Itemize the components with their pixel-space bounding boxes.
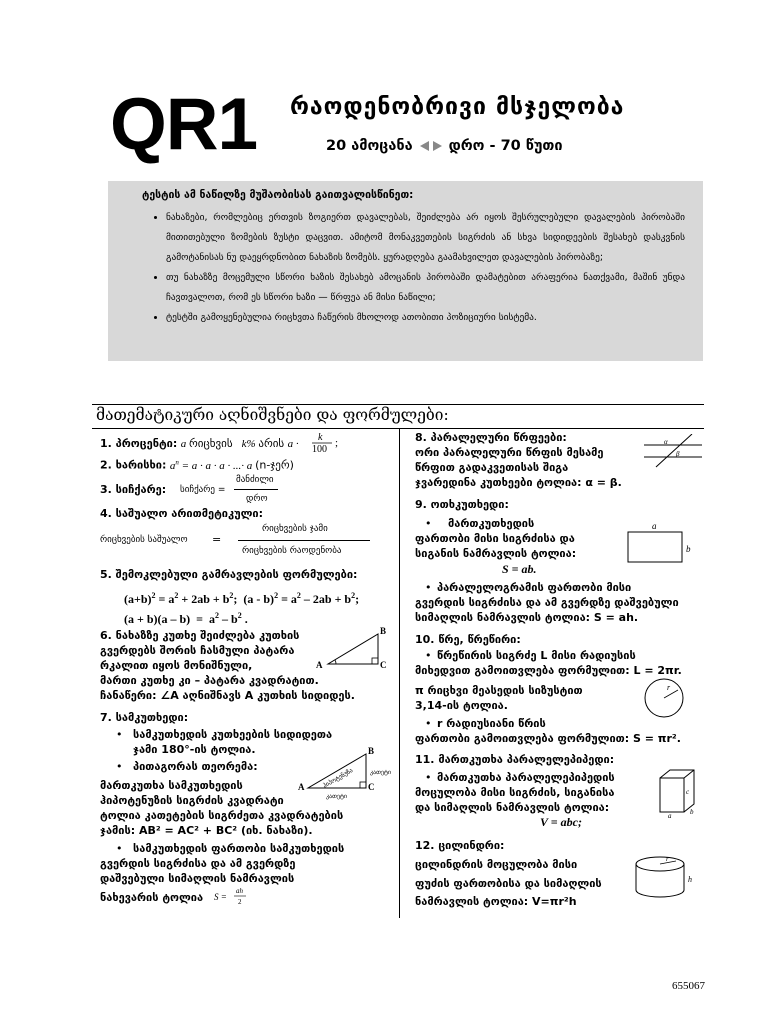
section-subtitle bbox=[326, 138, 563, 154]
triangle-area-text: ნახევარის ტოლია bbox=[100, 891, 204, 904]
triangle-text: ჯამი 180°-ის ტოლია. bbox=[133, 743, 256, 756]
svg-text:B: B bbox=[380, 626, 387, 636]
parallel-text: ჯვარედინა კუთხეები ტოლია: α = β. bbox=[415, 476, 622, 489]
parallel-label: 8. პარალელური წრფეები: bbox=[415, 431, 567, 444]
pythagoras-triangle-diagram bbox=[298, 744, 396, 806]
svg-text:b: b bbox=[690, 808, 694, 816]
formula-power: 2. ხარისხი: $a^n = a \cdot a \cdot a$ · ...· a (n-ჯერ) bbox=[100, 458, 294, 472]
divider bbox=[92, 428, 704, 429]
page-number: 655067 bbox=[672, 980, 705, 992]
svg-text:β: β bbox=[676, 450, 680, 458]
angle-text: მართი კუთხე კი – პატარა კვადრატით. bbox=[100, 674, 319, 687]
svg-text:A: A bbox=[316, 660, 323, 670]
svg-text:B: B bbox=[368, 746, 375, 756]
svg-text:C: C bbox=[368, 782, 375, 792]
mean-denominator: რიცხვების რაოდენობა bbox=[242, 546, 342, 556]
percent-fraction bbox=[310, 430, 366, 454]
triangle-text: სამკუთხედის კუთხეების სიდიდეთა bbox=[133, 728, 333, 741]
formula-speed bbox=[100, 482, 166, 497]
fraction-bar bbox=[238, 540, 370, 541]
svg-text:2: 2 bbox=[238, 898, 242, 906]
svg-text:h: h bbox=[688, 875, 692, 884]
triangle-area-text: დაშვებული სიმაღლის ნამრავლის bbox=[100, 872, 295, 885]
cylinder-text: ნამრავლის ტოლია: V=πr²h bbox=[415, 895, 577, 908]
time-limit: დრო - 70 წუთი bbox=[448, 138, 563, 154]
parallel-text: ორი პარალელური წრფის მესამე bbox=[415, 446, 604, 459]
svg-text:r: r bbox=[667, 683, 671, 692]
circle-area-text: r რადიუსიანი წრის bbox=[437, 717, 546, 730]
leg-label: კათეტი bbox=[326, 794, 347, 800]
svg-text:ah: ah bbox=[236, 887, 243, 895]
section-title: რაოდენობრივი მსჯელობა bbox=[290, 94, 625, 120]
pi-text: 3,14-ის ტოლია. bbox=[415, 699, 508, 712]
angle-label: 6. ნახაზზე კუთხე შეიძლება კუთხის bbox=[100, 629, 300, 642]
quadrilateral-label: 9. ოთხკუთხედი: bbox=[415, 498, 509, 511]
angle-text: რკალით იყოს მონიშნული, bbox=[100, 659, 253, 672]
speed-numerator: მანძილი bbox=[236, 475, 274, 485]
circle-label: 10. წრე, წრეწირი: bbox=[415, 633, 521, 646]
formula-text: რიცხვის bbox=[189, 437, 233, 450]
svg-text:a: a bbox=[668, 812, 672, 818]
cylinder-label: 12. ცილინდრი: bbox=[415, 839, 505, 852]
cylinder-diagram bbox=[634, 852, 700, 902]
instructions-box bbox=[108, 181, 703, 361]
rectangle-text: სიგანის ნამრავლის ტოლია: bbox=[415, 547, 577, 560]
fraction-bar bbox=[234, 489, 278, 490]
circle-text: წრეწირის სიგრძე L მისი რადიუსის bbox=[437, 649, 636, 662]
formula-mult-label: 5. შემოკლებული გამრავლების ფორმულები: bbox=[100, 568, 358, 581]
formula-mean-label: 4. საშუალო არითმეტიკული: bbox=[100, 507, 264, 520]
formula-square-sum: $(a+b)^2 = a^2 + 2ab + b^2$; $(a - b)^2 = a^2 - 2ab + b^2$; bbox=[124, 591, 360, 606]
instruction-item: • ნახაზები, რომლებიც ერთვის ზოგიერთ დავალებას, შეიძლება არ იყოს შესრულებული დავალების პირობაში მითითებული ზომების ზუსტი დაცვით. ამიტომ მონაკვეთების სიგრძის ან სხვა სიდიდეების შესახებ დასკვნის გამოტანისას ნუ დაეყრდნობით ნახაზის ზომებს. ყურადღება გაამახვილეთ დავალების პირობაზე; bbox=[166, 208, 685, 268]
angle-text: ჩანაწერი: ∠A აღნიშნავს A კუთხის სიდიდეს. bbox=[100, 689, 355, 702]
svg-text:r: r bbox=[666, 855, 669, 863]
instructions-list bbox=[142, 208, 685, 328]
triangle-area-text: სამკუთხედის ფართობი სამკუთხედის bbox=[133, 842, 345, 855]
parallelogram-text: სიმაღლის ნამრავლის ტოლია: S = ah. bbox=[415, 611, 639, 624]
svg-text:S =: S = bbox=[214, 892, 227, 902]
test-logo: QR1 bbox=[110, 84, 258, 165]
bullet-icon: • bbox=[425, 771, 432, 784]
svg-text:C: C bbox=[380, 660, 387, 670]
pythagoras-text: მართკუთხა სამკუთხედის bbox=[100, 779, 243, 792]
parallelogram-text: პარალელოგრამის ფართობი მისი bbox=[437, 581, 632, 594]
formula-percent: 1. პროცენტი: a რიცხვის k% არის a · bbox=[100, 437, 299, 450]
pythagoras-text: ტოლია კათეტების სიგრძეთა კვადრატების bbox=[100, 809, 344, 822]
box-diagram bbox=[656, 766, 702, 818]
bullet-icon: • bbox=[425, 517, 432, 530]
formulas-heading: მათემატიკური აღნიშვნები და ფორმულები: bbox=[96, 406, 449, 424]
task-count: 20 ამოცანა bbox=[326, 138, 413, 154]
hypotenuse-label: ჰიპოტენუზა bbox=[322, 767, 355, 790]
circle-area-text: ფართობი გამოითვლება ფორმულით: S = πr². bbox=[415, 732, 681, 745]
double-arrow-icon bbox=[420, 141, 442, 151]
parallel-lines-diagram bbox=[642, 434, 704, 468]
formula-text: (n-ჯერ) bbox=[255, 458, 294, 472]
parallel-text: წრფით გადაკვეთისას შიგა bbox=[415, 461, 569, 474]
bullet-icon: • bbox=[116, 760, 123, 773]
triangle-label: 7. სამკუთხედი: bbox=[100, 711, 189, 724]
formula-label: 2. ხარისხი: bbox=[100, 458, 167, 472]
rectangle-diagram bbox=[624, 518, 698, 568]
triangle-area-text: გვერდის სიგრძისა და ამ გვერდზე bbox=[100, 857, 296, 870]
speed-lhs: სიჩქარე = bbox=[180, 485, 226, 495]
rectangle-formula: S = ab. bbox=[502, 562, 537, 576]
svg-text:A: A bbox=[298, 782, 305, 792]
speed-denominator: დრო bbox=[246, 494, 268, 504]
angle-text: გვერდებს შორის ჩასმული პატარა bbox=[100, 644, 295, 657]
cylinder-text: ფუძის ფართობისა და სიმაღლის bbox=[415, 877, 602, 890]
bullet-icon: • bbox=[425, 581, 432, 594]
svg-text:c: c bbox=[686, 788, 690, 796]
instruction-item: • ტესტში გამოყენებულია რიცხვთა ჩაწერის მხოლოდ ათობითი პოზიციური სისტემა. bbox=[166, 308, 685, 328]
bullet-icon: • bbox=[425, 717, 432, 730]
formula-label: 3. სიჩქარე: bbox=[100, 483, 167, 496]
svg-text:α: α bbox=[664, 438, 668, 446]
svg-text:a: a bbox=[652, 521, 657, 531]
svg-text:100: 100 bbox=[312, 444, 327, 454]
angle-triangle-diagram bbox=[316, 624, 392, 670]
divider bbox=[92, 404, 704, 405]
bullet-icon: • bbox=[116, 728, 123, 741]
rectangle-text: მართკუთხედის bbox=[448, 517, 535, 530]
box-text: მართკუთხა პარალელეპიპედის bbox=[437, 771, 615, 784]
svg-text:k: k bbox=[318, 432, 323, 443]
instruction-item: • თუ ნახაზზე მოცემული სწორი ხაზის შესახებ ამოცანის პირობაში დამატებით არაფერია ნათქვამი, მაშინ უნდა ჩავთვალოთ, რომ ეს სწორი ხაზი — წრფეა ან მისი ნაწილი; bbox=[166, 268, 685, 308]
box-label: 11. მართკუთხა პარალელეპიპედი: bbox=[415, 753, 615, 766]
svg-text:b: b bbox=[686, 544, 691, 554]
formula-label: 1. პროცენტი: bbox=[100, 437, 178, 450]
bullet-icon: • bbox=[116, 842, 123, 855]
formula-text: არის bbox=[258, 437, 285, 450]
cylinder-text: ცილინდრის მოცულობა მისი bbox=[415, 858, 578, 871]
pythagoras-text: ჯამის: AB² = AC² + BC² (იხ. ნახაზი). bbox=[100, 824, 313, 837]
formula-square-diff: $(a + b)(a - b) = a^2 - b^2$ . bbox=[124, 611, 248, 626]
mean-numerator: რიცხვების ჯამი bbox=[262, 524, 328, 534]
bullet-icon: • bbox=[425, 649, 432, 662]
box-formula: V = abc; bbox=[540, 815, 582, 829]
circle-text: მიხედვით გამოითვლება ფორმულით: L = 2πr. bbox=[415, 664, 682, 677]
box-text: მოცულობა მისი სიგრძის, სიგანისა bbox=[415, 786, 615, 799]
parallelogram-text: გვერდის სიგრძისა და ამ გვერდზე დაშვებული bbox=[415, 596, 679, 609]
rectangle-text: ფართობი მისი სიგრძისა და bbox=[415, 532, 575, 545]
circle-diagram bbox=[640, 676, 692, 720]
svg-text:;: ; bbox=[335, 437, 339, 449]
mean-equals: = bbox=[212, 533, 222, 546]
pi-text: π რიცხვი მეასედის სიზუსტით bbox=[415, 684, 583, 697]
mean-lhs: რიცხვების საშუალო bbox=[100, 535, 188, 545]
column-divider bbox=[399, 428, 400, 918]
triangle-area-formula bbox=[212, 884, 252, 908]
box-text: და სიმაღლის ნამრავლის ტოლია: bbox=[415, 801, 610, 814]
instructions-heading: ტესტის ამ ნაწილზე მუშაობისას გაითვალისწინეთ: bbox=[142, 189, 414, 201]
pythagoras-title: პითაგორას თეორემა: bbox=[133, 760, 258, 773]
pythagoras-text: ჰიპოტენუზის სიგრძის კვადრატი bbox=[100, 794, 284, 807]
leg-label: კათეტი bbox=[370, 770, 391, 776]
